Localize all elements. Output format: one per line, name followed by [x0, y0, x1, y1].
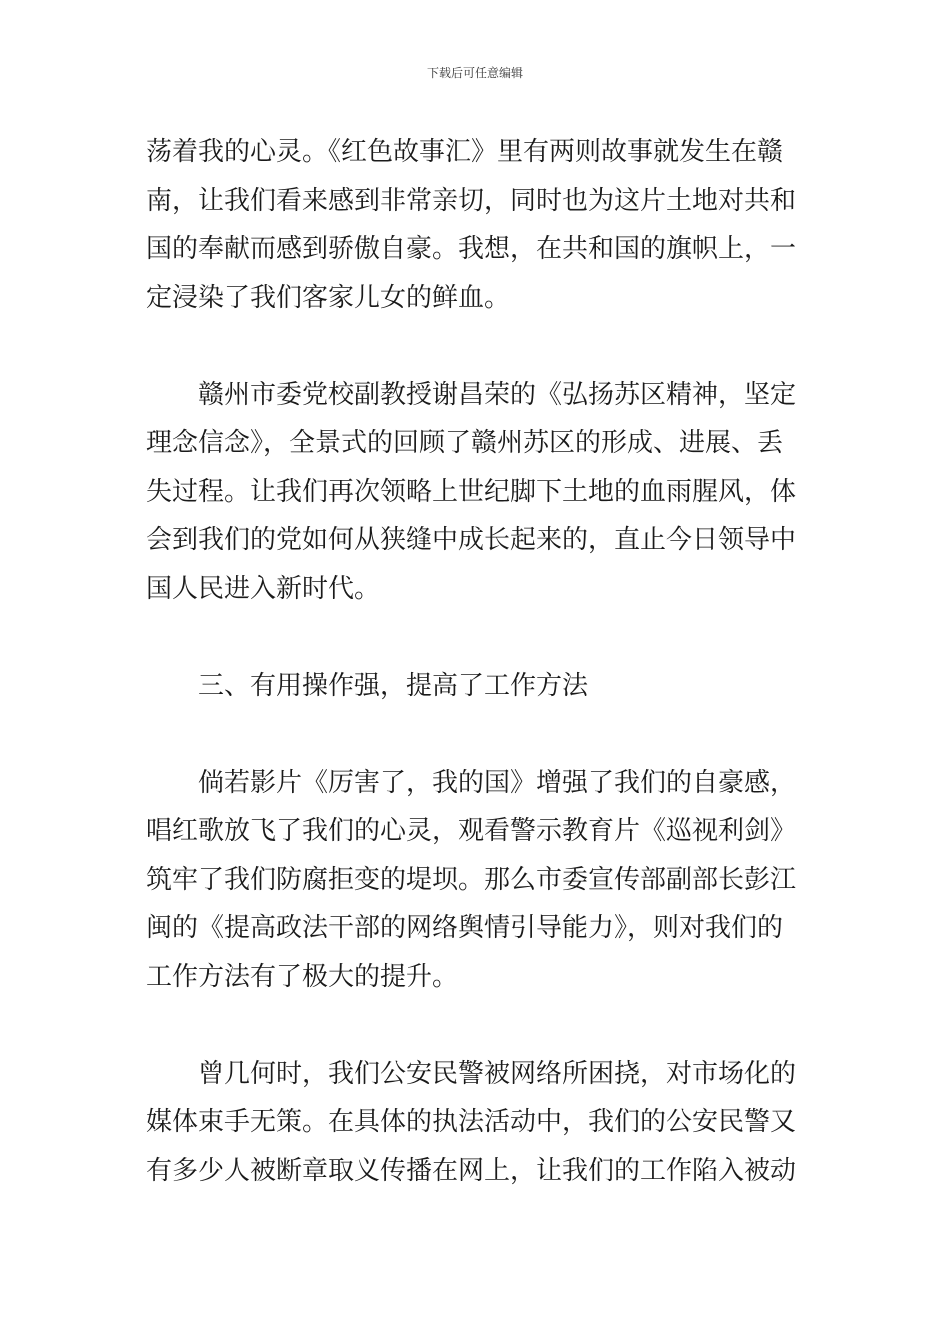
paragraph-1 [146, 128, 808, 322]
paragraph-2 [146, 371, 808, 614]
text-line: 有多少人被断章取义传播在网上，让我们的工作陷入被动 [146, 1155, 797, 1186]
text-line: 会到我们的党如何从狭缝中成长起来的，直止今日领导中 [146, 525, 797, 555]
text-line: 荡着我的心灵。《红色故事汇》里有两则故事就发生在赣 [146, 137, 784, 167]
text-line: 媒体束手无策。在具体的执法活动中，我们的公安民警又 [146, 1107, 797, 1137]
text-line: 曾几何时，我们公安民警被网络所困挠，对市场化的 [198, 1058, 797, 1089]
document-body [146, 128, 808, 1195]
text-line: 国人民进入新时代。 [146, 573, 381, 604]
text-line: 唱红歌放飞了我们的心灵，观看警示教育片《巡视利剑》 [146, 816, 797, 846]
text-line: 筑牢了我们防腐拒变的堤坝。那么市委宣传部副部长彭江 [146, 864, 797, 895]
section-heading: 三、有用操作强，提高了工作方法 [198, 670, 589, 701]
text-line: 定浸染了我们客家儿女的鲜血。 [146, 282, 511, 313]
paragraph-3 [146, 759, 808, 1002]
text-line: 倘若影片《厉害了，我的国》增强了我们的自豪感， [198, 767, 797, 798]
text-line: 理念信念》，全景式的回顾了赣州苏区的形成、进展、丢 [146, 428, 784, 458]
text-line: 闽的《提高政法干部的网络舆情引导能力》，则对我们的 [146, 913, 784, 943]
paragraph-4 [146, 1050, 808, 1196]
page-header: 下载后可任意编辑 [426, 66, 523, 80]
text-line: 工作方法有了极大的提升。 [146, 961, 459, 992]
text-line: 失过程。让我们再次领略上世纪脚下土地的血雨腥风，体 [146, 476, 797, 507]
text-line: 赣州市委党校副教授谢昌荣的《弘扬苏区精神，坚定 [198, 379, 797, 410]
text-line: 国的奉献而感到骄傲自豪。我想，在共和国的旗帜上，一 [146, 234, 797, 264]
text-line: 南，让我们看来感到非常亲切，同时也为这片土地对共和 [146, 185, 797, 216]
